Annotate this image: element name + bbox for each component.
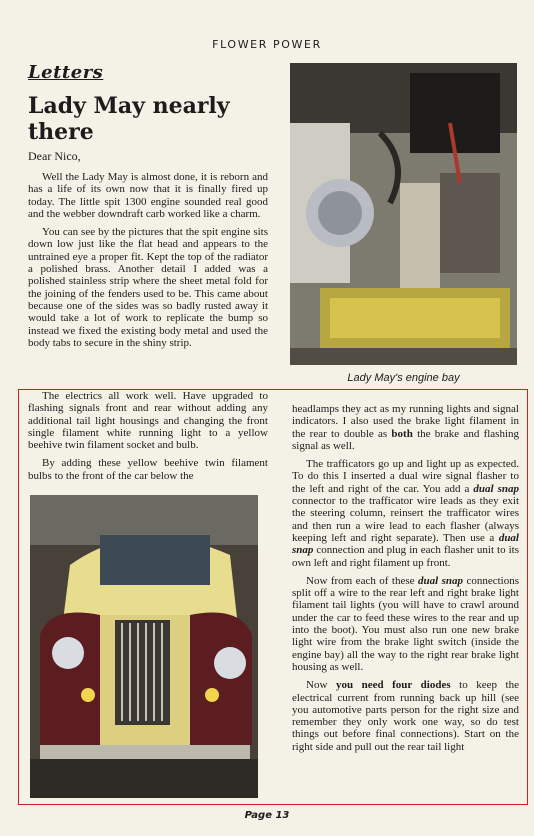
- p6-text-a: The trafficators go up and light up as expected. To do this I inserted a dual wire signal flasher to the left and right of the car. You add a: [292, 458, 519, 495]
- paragraph-3: The electrics all work well. Have upgraded to flashing signals front and rear without adding any additional tail light housings and changing the front single filament white running light to a yellow beehive twin filament socket and bulb.: [28, 390, 268, 452]
- car-front-photo: [30, 495, 258, 798]
- p5-text-a: headlamps they act as my running lights and signal indicators. I also used the brake light filament in the rear to double as: [292, 403, 519, 440]
- p6-dual-snap-2: dual snap: [292, 531, 519, 557]
- p7-text-a: Now from each of these: [306, 574, 418, 587]
- paragraph-5: [292, 403, 519, 452]
- page-number: Page 13: [244, 810, 290, 821]
- left-column-bottom: [28, 390, 268, 488]
- p6-text-e: connection and plug in each flasher unit to its own left and right filament up front.: [292, 544, 519, 569]
- paragraph-1: Well the Lady May is almost done, it is reborn and has a life of its own now that it is finally fired up today. The little spit 1300 engine sounded real good and the webber downdraft carb worked like a charm.: [28, 171, 268, 220]
- article-title: Lady May nearly there: [28, 93, 230, 145]
- section-label-letters: Letters: [28, 62, 104, 83]
- paragraph-6: [292, 458, 519, 569]
- p6-dual-snap-1: dual snap: [473, 482, 519, 495]
- engine-bay-caption: Lady May's engine bay: [347, 372, 460, 384]
- p8-text-c: to keep the electrical current from running back up hill (see you automotive parts person for the right size and remember they only work one way, so do test things out before final connections). Start on the right side and pull out the rear tail light: [292, 679, 519, 753]
- paragraph-2: You can see by the pictures that the spit engine sits down low just like the flat head and appears to the untrained eye a proper fit. Kept the top of the radiator a polished brass. Another detail I added was a polished stainless strip where the sheet metal fold for the joining of the fenders used to be. This came about because one of the sides was so badly rusted away it would take a lot of work to replicate the bump so instead we fixed the existing body metal and used the body tabs to secure in the shiny strip.: [28, 226, 268, 349]
- paragraph-8: [292, 679, 519, 753]
- p7-text-c: connections split off a wire to the rear left and right brake light filament tail lights (you will have to crawl around under the car to feed these wires to the rear and up into the boot). You must also run one new brake light wire from the brake light switch (inside the engine bay) all the way to the right rear brake light housing as well.: [292, 574, 519, 673]
- salutation: Dear Nico,: [28, 149, 81, 163]
- p6-text-c: connector to the trafficator wire leads as they exit the steering column, reinsert the trafficator wires and then run a wire lead to each flasher (always keeping left and right separate). Then use a: [292, 495, 519, 544]
- p5-text-c: the brake and flashing signal as well.: [292, 427, 520, 452]
- p8-bold-diodes: you need four diodes: [335, 679, 451, 692]
- p8-text-a: Now: [306, 679, 336, 692]
- paragraph-4: By adding these yellow beehive twin filament bulbs to the front of the car below the: [28, 457, 268, 482]
- left-column-top: [28, 171, 268, 355]
- paragraph-7: [292, 575, 519, 673]
- engine-bay-photo: [290, 63, 517, 365]
- p7-dual-snap: dual snap: [417, 574, 463, 587]
- right-column: [292, 403, 519, 759]
- p5-bold-both: both: [391, 427, 413, 440]
- magazine-section-header: FLOWER POWER: [212, 38, 322, 51]
